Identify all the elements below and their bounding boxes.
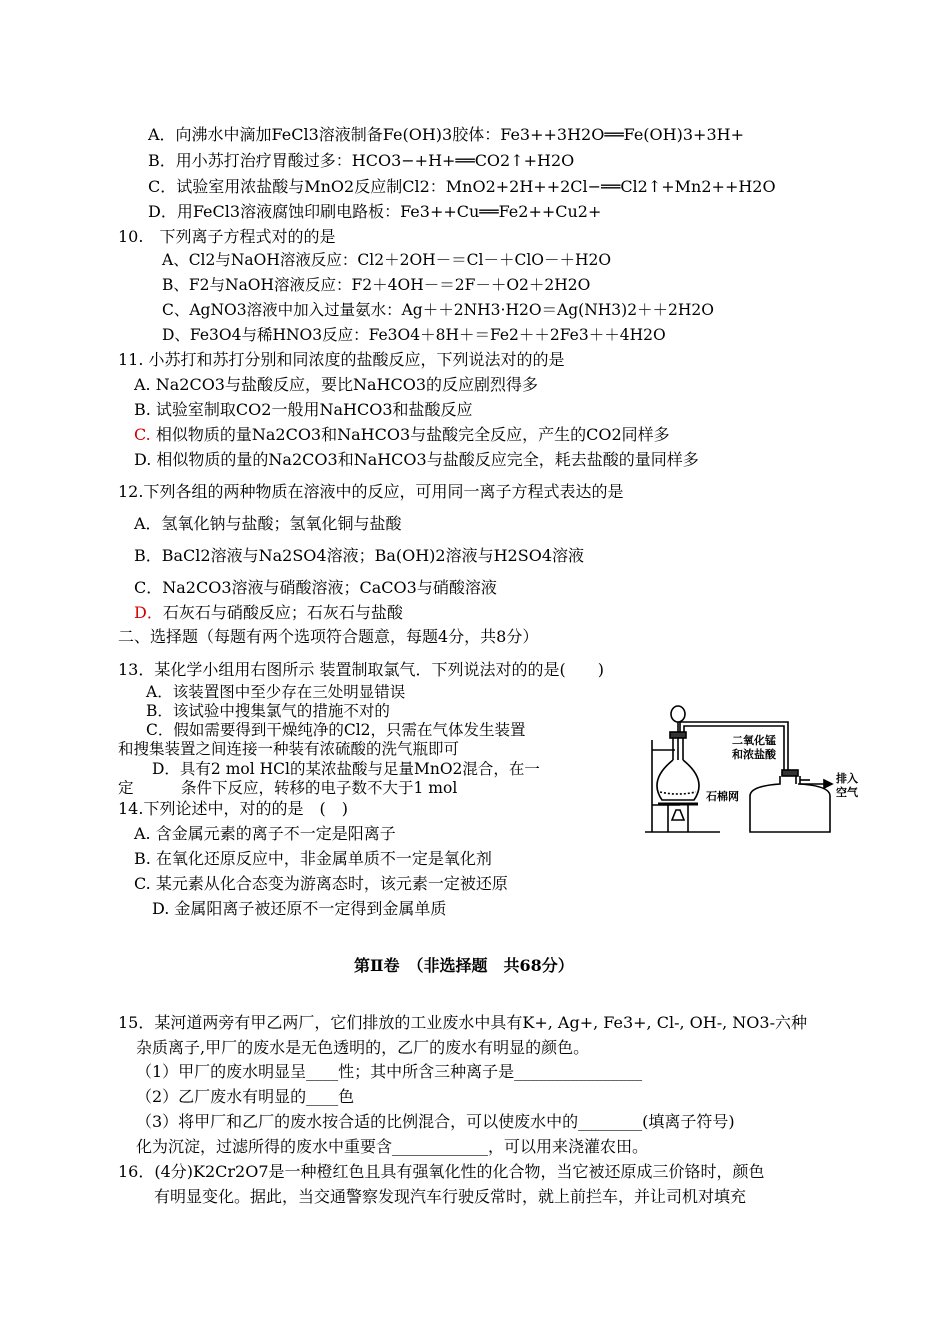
q11-stem: 11. 小苏打和苏打分别和同浓度的盐酸反应，下列说法对的的是	[118, 350, 565, 369]
q11-option-c-text: 相似物质的量Na2CO3和NaHCO3与盐酸完全反应，产生的CO2同样多	[150, 425, 670, 444]
q11-option-d: D. 相似物质的量的Na2CO3和NaHCO3与盐酸反应完全，耗去盐酸的量同样多	[134, 450, 699, 469]
q16-line2: 有明显变化。据此，当交通警察发现汽车行驶反常时，就上前拦车，并让司机对填充	[154, 1187, 747, 1206]
q14-option-b: B. 在氧化还原反应中，非金属单质不一定是氧化剂	[134, 849, 492, 868]
q15-stem-line1: 15．某河道两旁有甲乙两厂，它们排放的工业废水中具有K+, Ag+, Fe3+, Cl-, OH-, NO3-六种	[118, 1013, 808, 1032]
q15-part2: （2）乙厂废水有明显的____色	[136, 1087, 355, 1106]
chlorine-apparatus-figure	[640, 700, 870, 840]
label-exhaust2: 空气	[836, 786, 858, 799]
part-2-title: 第Ⅱ卷 （非选择题 共68分）	[354, 956, 574, 975]
q15-part3-line2: 化为沉淀，过滤所得的废水中重要含____________，可以用来浇灌农田。	[136, 1137, 649, 1156]
q16-line1: 16．(4分)K2Cr2O7是一种橙红色且具有强氧化性的化合物，当它被还原成三价铬时，颜色	[118, 1162, 765, 1181]
q12-option-c: C．Na2CO3溶液与硝酸溶液；CaCO3与硝酸溶液	[134, 578, 497, 597]
q12-option-d-text: 石灰石与硝酸反应；石灰石与盐酸	[162, 603, 403, 622]
apparatus-diagram	[640, 700, 870, 840]
flask-stopper	[670, 732, 686, 738]
q10-option-b: B、F2与NaOH溶液反应：F2＋4OH－＝2F－＋O2＋2H2O	[162, 276, 591, 294]
q13-option-a: A．该装置图中至少存在三处明显错误	[146, 683, 406, 701]
q14-option-a: A. 含金属元素的离子不一定是阳离子	[134, 824, 396, 843]
exhaust-arrow-head	[824, 780, 832, 788]
label-mno2: 二氧化锰	[732, 734, 776, 747]
q15-part1: （1）甲厂的废水明显呈____性；其中所含三种离子是________________	[136, 1062, 643, 1081]
funnel-bulb	[671, 706, 685, 722]
q12-option-a: A．氢氧化钠与盐酸；氢氧化铜与盐酸	[134, 514, 402, 533]
q13-option-c-line1: C．假如需要得到干燥纯净的Cl2，只需在气体发生装置	[146, 721, 526, 739]
q11-option-c	[134, 427, 670, 443]
label-asbestos: 石棉网	[706, 790, 739, 803]
q11-option-a: A. Na2CO3与盐酸反应，要比NaHCO3的反应剧烈得多	[134, 375, 539, 394]
alcohol-lamp	[672, 810, 684, 820]
q12-option-d-letter: D．	[134, 603, 163, 622]
q15-part3-line1: （3）将甲厂和乙厂的废水按合适的比例混合，可以使废水中的________(填离子符号)	[136, 1112, 735, 1131]
q10-option-a: A、Cl2与NaOH溶液反应：Cl2＋2OH－＝Cl－＋ClO－＋H2O	[162, 251, 612, 269]
q13-option-c-line2: 和搜集装置之间连接一种装有浓硫酸的洗气瓶即可	[118, 740, 460, 758]
q10-option-c: C、AgNO3溶液中加入过量氨水：Ag＋＋2NH3·H2O＝Ag(NH3)2＋＋2H2O	[162, 301, 714, 319]
q9-option-c: C．试验室用浓盐酸与MnO2反应制Cl2：MnO2+2H++2Cl−══Cl2↑+Mn2++H2O	[148, 177, 776, 196]
q12-option-d	[134, 605, 403, 621]
bottle-stopper	[782, 770, 798, 776]
q13-option-d-line2a: 定	[118, 779, 134, 797]
q12-stem: 12.下列各组的两种物质在溶液中的反应，可用同一离子方程式表达的是	[118, 482, 624, 501]
q13-option-d-line2b: 条件下反应，转移的电子数不大于1 mol	[181, 779, 458, 797]
q12-option-b: B．BaCl2溶液与Na2SO4溶液；Ba(OH)2溶液与H2SO4溶液	[134, 546, 584, 565]
q14-option-d: D. 金属阳离子被还原不一定得到金属单质	[152, 899, 447, 918]
label-exhaust1: 排入	[836, 772, 858, 785]
q9-option-a: A．向沸水中滴加FeCl3溶液制备Fe(OH)3胶体：Fe3++3H2O══Fe(OH)3+3H+	[148, 125, 744, 144]
q15-stem-line2: 杂质离子,甲厂的废水是无色透明的，乙厂的废水有明显的颜色。	[136, 1038, 590, 1057]
q14-stem: 14.下列论述中，对的的是 ( )	[118, 799, 348, 818]
q10-stem: 10. 下列离子方程式对的的是	[118, 227, 336, 246]
q13-option-b: B．该试验中搜集氯气的措施不对的	[146, 702, 390, 720]
q10-option-d: D、Fe3O4与稀HNO3反应：Fe3O4＋8H＋＝Fe2＋＋2Fe3＋＋4H2O	[162, 326, 666, 344]
flask-body	[657, 760, 699, 800]
q13-option-d-line1: D．具有2 mol HCl的某浓盐酸与足量MnO2混合，在一	[152, 760, 540, 778]
q14-option-c: C. 某元素从化合态变为游离态时，该元素一定被还原	[134, 874, 508, 893]
flask-liquid	[660, 792, 696, 794]
q9-option-d: D．用FeCl3溶液腐蚀印刷电路板：Fe3++Cu══Fe2++Cu2+	[148, 202, 602, 221]
label-conc-hcl: 和浓盐酸	[732, 748, 776, 761]
q9-option-b: B．用小苏打治疗胃酸过多：HCO3−+H+══CO2↑+H2O	[148, 151, 575, 170]
section-2-heading: 二、选择题（每题有两个选项符合题意，每题4分，共8分）	[118, 627, 539, 646]
q13-stem: 13．某化学小组用右图所示 装置制取氯气．下列说法对的的是( )	[118, 660, 604, 679]
q11-option-c-letter: C.	[134, 425, 151, 444]
q11-option-b: B. 试验室制取CO2一般用NaHCO3和盐酸反应	[134, 400, 473, 419]
